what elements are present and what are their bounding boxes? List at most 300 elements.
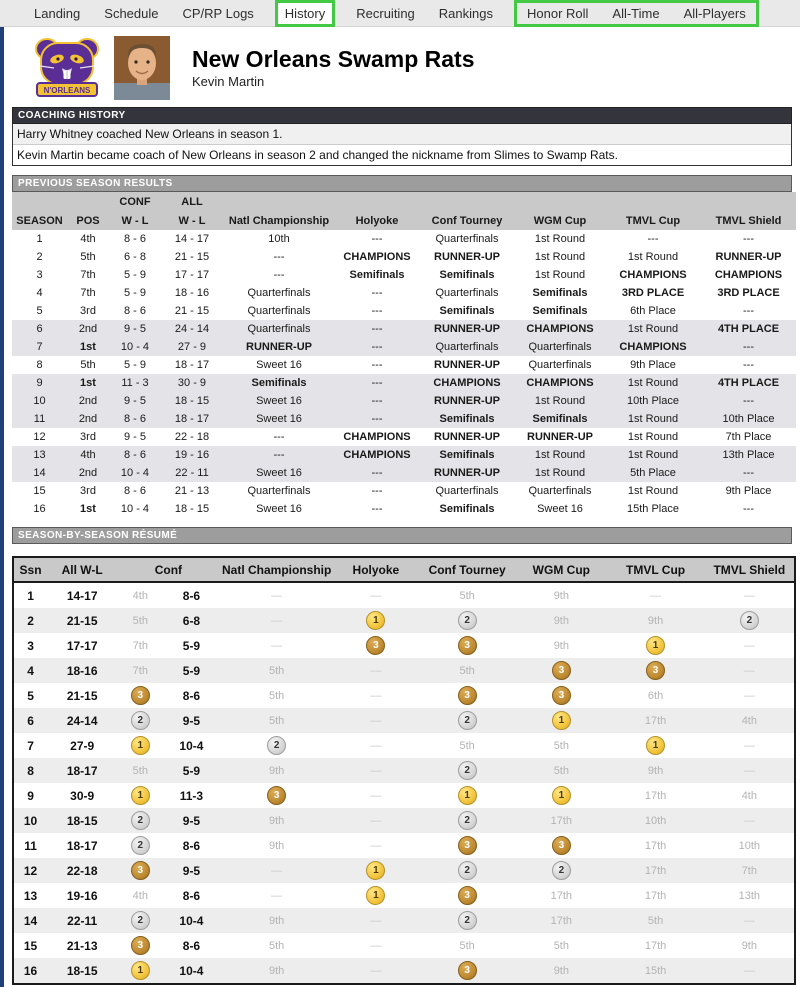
resume-cell-all-record: 21-15: [66, 688, 98, 703]
resume-cell: [418, 858, 516, 883]
resume-cell: [516, 783, 606, 808]
season-cell: 27 - 9: [161, 338, 223, 356]
season-cell: 5 - 9: [123, 269, 146, 281]
season-row: [12, 230, 796, 248]
medal-bronze-icon: 3: [131, 861, 150, 880]
season-cell: ---: [647, 233, 659, 245]
resume-row: [13, 808, 795, 833]
resume-cell: 10th: [738, 839, 761, 852]
medal-bronze-icon: 3: [458, 836, 477, 855]
season-cell: CHAMPIONS: [619, 269, 687, 281]
resume-cell-ssn: 7: [27, 738, 34, 753]
resume-cell-all-record: 27-9: [70, 738, 95, 753]
column-header: All W-L: [47, 557, 117, 582]
season-cell: 21 - 15: [174, 251, 210, 263]
coaching-history-entry: Kevin Martin became coach of New Orleans in season 2 and changed the nickname from Slimes to Swamp Rats.: [13, 145, 791, 165]
season-row: [12, 284, 796, 302]
resume-cell: —: [271, 589, 283, 602]
resume-cell: [418, 808, 516, 833]
resume-row: [13, 683, 795, 708]
medal-silver-icon: 2: [458, 711, 477, 730]
season-cell: 15th Place: [627, 503, 679, 515]
resume-cell: —: [370, 689, 382, 702]
resume-cell-conf-record: 8-6: [182, 838, 201, 853]
column-header: WGM Cup: [515, 211, 605, 230]
season-cell: Quarterfinals: [223, 320, 335, 338]
medal-gold-icon: 1: [366, 886, 385, 905]
resume-cell: [516, 858, 606, 883]
resume-cell-conf-record: 5-9: [163, 658, 219, 683]
season-cell: ---: [335, 338, 419, 356]
season-cell: 1st Round: [605, 374, 701, 392]
season-cell: ---: [371, 485, 383, 497]
season-cell: 14: [12, 464, 67, 482]
season-cell: Semifinals: [349, 269, 405, 281]
resume-cell: —: [271, 639, 283, 652]
resume-cell-ssn: 5: [27, 688, 34, 703]
resume-cell-conf-record: 6-8: [163, 608, 219, 633]
medal-silver-icon: 2: [740, 611, 759, 630]
resume-cell: 17th: [644, 839, 667, 852]
resume-cell-ssn: 3: [27, 638, 34, 653]
season-row: [12, 428, 796, 446]
season-cell: RUNNER-UP: [715, 251, 782, 263]
season-cell: 9: [12, 374, 67, 392]
resume-cell-conf-record: 8-6: [182, 938, 201, 953]
season-cell: 6: [12, 320, 67, 338]
resume-row: [13, 758, 795, 783]
resume-row: [13, 883, 795, 908]
column-header: W - L: [109, 211, 161, 230]
season-cell: Semifinals: [223, 374, 335, 392]
medal-gold-icon: 1: [131, 736, 150, 755]
resume-cell: 9th: [220, 958, 334, 984]
season-row: [12, 500, 796, 518]
resume-cell: 9th: [553, 589, 569, 602]
season-cell: 1st Round: [515, 464, 605, 482]
resume-cell: —: [705, 758, 795, 783]
resume-cell: —: [743, 689, 755, 702]
season-cell: 2nd: [67, 410, 109, 428]
resume-row: [13, 608, 795, 633]
season-cell: 1st Round: [534, 251, 586, 263]
season-cell: 18 - 15: [161, 392, 223, 410]
resume-cell-conf-pos: 7th: [117, 658, 163, 683]
season-cell: 9th Place: [630, 359, 676, 371]
resume-cell: 17th: [644, 939, 667, 952]
season-cell: ---: [701, 464, 796, 482]
season-cell: 1st: [67, 374, 109, 392]
nav-item-recruiting[interactable]: Recruiting: [356, 5, 415, 21]
resume-cell: —: [334, 808, 418, 833]
season-cell: 19 - 16: [161, 446, 223, 464]
resume-cell: 17th: [606, 708, 704, 733]
season-row: [12, 410, 796, 428]
medal-silver-icon: 2: [131, 811, 150, 830]
group-header-all: ALL: [161, 192, 223, 211]
medal-gold-icon: 1: [458, 786, 477, 805]
medal-silver-icon: 2: [458, 761, 477, 780]
season-cell: Sweet 16: [223, 410, 335, 428]
season-cell: 2nd: [67, 392, 109, 410]
season-cell: 18 - 17: [161, 410, 223, 428]
season-cell: 6 - 8: [123, 251, 146, 263]
medal-silver-icon: 2: [552, 861, 571, 880]
season-cell: ---: [371, 359, 383, 371]
resume-cell-ssn: 16: [13, 958, 47, 984]
season-cell: ---: [335, 410, 419, 428]
resume-cell: 4th: [705, 708, 795, 733]
resume-cell: 15th: [606, 958, 704, 984]
main-nav: [0, 0, 800, 27]
resume-cell: 10th: [606, 808, 704, 833]
resume-row: [13, 833, 795, 858]
season-cell: 5 - 9: [123, 359, 146, 371]
season-cell: 16: [33, 503, 46, 515]
season-cell: 3: [36, 269, 43, 281]
resume-cell: [516, 658, 606, 683]
column-header: Conf Tourney: [419, 211, 515, 230]
resume-cell-ssn: 11: [24, 838, 37, 853]
season-cell: Sweet 16: [537, 503, 583, 515]
nav-item-all-players[interactable]: All-Players: [683, 5, 746, 21]
resume-cell: 4th: [741, 789, 757, 802]
season-cell: 1st Round: [515, 446, 605, 464]
resume-cell-conf-pos: [117, 858, 163, 883]
resume-cell-conf-record: 5-9: [163, 758, 219, 783]
season-cell: Semifinals: [515, 410, 605, 428]
column-header: SEASON: [12, 211, 67, 230]
resume-row: [13, 783, 795, 808]
resume-cell: [418, 633, 516, 658]
season-cell: Sweet 16: [256, 503, 302, 515]
resume-table: [12, 556, 796, 985]
resume-cell-all-record: 24-14: [47, 708, 117, 733]
group-header-blank: [223, 192, 796, 211]
resume-cell-conf-pos: [117, 708, 163, 733]
column-header: WGM Cup: [516, 557, 606, 582]
season-row: [12, 320, 796, 338]
season-cell: ---: [273, 431, 285, 443]
resume-cell-conf-record: 9-5: [163, 708, 219, 733]
coaching-history-header: COACHING HISTORY: [12, 107, 792, 124]
column-header: TMVL Cup: [606, 557, 704, 582]
medal-silver-icon: 2: [131, 911, 150, 930]
nav-item-all-time[interactable]: All-Time: [612, 5, 660, 21]
season-cell: ---: [335, 392, 419, 410]
resume-cell: —: [370, 589, 382, 602]
column-header: TMVL Cup: [605, 211, 701, 230]
resume-cell: 17th: [550, 889, 573, 902]
season-cell: ---: [273, 251, 285, 263]
resume-cell: 5th: [553, 739, 569, 752]
resume-cell: [334, 858, 418, 883]
season-cell: ---: [743, 233, 754, 245]
season-row: [12, 464, 796, 482]
resume-cell: 17th: [606, 858, 704, 883]
season-cell: 7th: [80, 287, 96, 299]
team-logo: [34, 38, 100, 98]
season-row: [12, 446, 796, 464]
season-cell: CHAMPIONS: [343, 431, 411, 443]
season-cell: 8 - 6: [123, 305, 146, 317]
season-cell: Sweet 16: [256, 359, 302, 371]
season-cell: 1st Round: [605, 320, 701, 338]
resume-cell: [334, 633, 418, 658]
season-cell: 5 - 9: [123, 287, 146, 299]
column-header: Conf Tourney: [418, 557, 516, 582]
nav-item-honor-roll[interactable]: Honor Roll: [526, 5, 589, 21]
season-cell: CHAMPIONS: [335, 446, 419, 464]
resume-cell: 6th: [647, 689, 664, 702]
resume-header: SEASON-BY-SEASON RÉSUMÉ: [12, 527, 792, 544]
medal-bronze-icon: 3: [552, 836, 571, 855]
season-row: [12, 374, 796, 392]
resume-cell-conf-record: 5-9: [182, 638, 201, 653]
medal-silver-icon: 2: [267, 736, 286, 755]
season-cell: ---: [743, 305, 754, 317]
column-header: POS: [67, 211, 109, 230]
medal-gold-icon: 1: [131, 786, 150, 805]
resume-cell: 5th: [220, 658, 334, 683]
season-cell: 7: [12, 338, 67, 356]
season-cell: 6th Place: [630, 305, 676, 317]
resume-cell: 9th: [516, 958, 606, 984]
season-cell: 1st Round: [627, 431, 679, 443]
resume-cell: [606, 633, 704, 658]
resume-cell: 5th: [459, 739, 475, 752]
column-header: TMVL Shield: [705, 557, 795, 582]
resume-cell-all-record: 18-15: [47, 808, 117, 833]
resume-cell-conf-record: 9-5: [163, 808, 219, 833]
medal-bronze-icon: 3: [646, 661, 665, 680]
resume-cell-conf-pos: [117, 733, 163, 758]
season-cell: Sweet 16: [223, 464, 335, 482]
season-row: [12, 356, 796, 374]
nav-item-rankings[interactable]: Rankings: [438, 5, 493, 21]
season-cell: 10th Place: [701, 410, 796, 428]
resume-cell-conf-record: 8-6: [182, 588, 201, 603]
season-cell: CHAMPIONS: [515, 320, 605, 338]
season-cell: Quarterfinals: [528, 485, 592, 497]
season-cell: 8 - 6: [123, 485, 146, 497]
season-cell: 21 - 13: [174, 485, 210, 497]
resume-cell: [516, 833, 606, 858]
resume-cell: 5th: [516, 758, 606, 783]
resume-cell-all-record: 18-16: [47, 658, 117, 683]
resume-cell-ssn: 12: [13, 858, 47, 883]
season-row: [12, 266, 796, 284]
season-cell: ---: [223, 446, 335, 464]
season-cell: 9 - 5: [109, 392, 161, 410]
season-cell: 1st Round: [534, 233, 586, 245]
resume-cell: —: [334, 908, 418, 933]
season-cell: Quarterfinals: [247, 287, 311, 299]
season-cell: Semifinals: [439, 503, 495, 515]
resume-cell: —: [650, 589, 662, 602]
medal-bronze-icon: 3: [458, 961, 477, 980]
season-cell: 5th: [80, 251, 96, 263]
season-cell: ---: [371, 305, 383, 317]
medal-silver-icon: 2: [458, 811, 477, 830]
resume-cell: —: [220, 608, 334, 633]
season-cell: 13th Place: [701, 446, 796, 464]
season-cell: ---: [743, 503, 754, 515]
resume-cell: —: [705, 658, 795, 683]
resume-cell: —: [334, 958, 418, 984]
medal-gold-icon: 1: [366, 861, 385, 880]
medal-gold-icon: 1: [131, 961, 150, 980]
resume-cell: —: [370, 789, 382, 802]
resume-cell: 17th: [516, 908, 606, 933]
season-row: [12, 248, 796, 266]
season-cell: ---: [371, 233, 383, 245]
resume-cell-conf-record: 9-5: [163, 858, 219, 883]
season-row: [12, 302, 796, 320]
resume-cell-all-record: 14-17: [66, 588, 98, 603]
resume-cell: 5th: [606, 908, 704, 933]
resume-cell: 5th: [459, 589, 475, 602]
nav-highlight-group: [517, 3, 756, 24]
previous-results-header: PREVIOUS SEASON RESULTS: [12, 175, 792, 192]
nav-item-history[interactable]: History: [278, 3, 332, 24]
resume-cell-all-record: 18-15: [47, 958, 117, 984]
team-logo-text: N'ORLEANS: [43, 86, 91, 95]
resume-cell: 9th: [220, 908, 334, 933]
resume-cell-conf-pos: [117, 933, 163, 958]
resume-cell: 17th: [644, 889, 667, 902]
season-cell: RUNNER-UP: [434, 251, 500, 263]
season-cell: 10: [12, 392, 67, 410]
medal-silver-icon: 2: [458, 611, 477, 630]
resume-cell-ssn: 15: [23, 938, 38, 953]
resume-cell: 9th: [606, 758, 704, 783]
resume-cell-conf-pos: 4th: [132, 889, 148, 902]
nav-item-landing[interactable]: Landing: [34, 5, 81, 21]
resume-cell-conf-record: 10-4: [163, 958, 219, 984]
resume-cell-all-record: 30-9: [70, 788, 95, 803]
resume-cell-conf-pos: [117, 783, 163, 808]
season-cell: 1st Round: [515, 392, 605, 410]
resume-cell: [418, 833, 516, 858]
resume-cell: 9th: [741, 939, 757, 952]
resume-cell: 5th: [269, 939, 285, 952]
resume-cell: [705, 608, 795, 633]
resume-cell: [418, 908, 516, 933]
medal-bronze-icon: 3: [458, 636, 477, 655]
resume-cell: [418, 783, 516, 808]
resume-cell: 9th: [220, 758, 334, 783]
resume-cell-conf-pos: 5th: [117, 608, 163, 633]
resume-cell-conf-pos: [117, 958, 163, 984]
season-cell: 5: [36, 305, 43, 317]
season-cell: Quarterfinals: [528, 359, 592, 371]
season-cell: ---: [701, 392, 796, 410]
resume-cell: 9th: [606, 608, 704, 633]
resume-cell: —: [743, 589, 755, 602]
season-cell: CHAMPIONS: [714, 269, 783, 281]
medal-gold-icon: 1: [552, 786, 571, 805]
resume-cell: 5th: [220, 708, 334, 733]
season-cell: 4TH PLACE: [701, 320, 796, 338]
medal-gold-icon: 1: [366, 611, 385, 630]
resume-cell: [418, 608, 516, 633]
previous-results-table: [12, 192, 796, 518]
resume-cell: [334, 883, 418, 908]
nav-item-cp-rp-logs[interactable]: CP/RP Logs: [182, 5, 254, 21]
nav-item-schedule[interactable]: Schedule: [104, 5, 159, 21]
resume-cell-conf-pos: [117, 683, 163, 708]
column-header: Conf: [117, 557, 219, 582]
season-cell: 3rd: [80, 431, 96, 443]
medal-bronze-icon: 3: [131, 936, 150, 955]
resume-cell-conf-pos: 7th: [132, 639, 148, 652]
season-cell: 8 - 6: [123, 233, 146, 245]
resume-row: [13, 582, 795, 608]
season-cell: Quarterfinals: [247, 305, 311, 317]
season-cell: CHAMPIONS: [515, 374, 605, 392]
season-cell: 9 - 5: [123, 431, 146, 443]
season-cell: 18 - 17: [174, 359, 210, 371]
medal-bronze-icon: 3: [267, 786, 286, 805]
group-header-blank: [67, 192, 109, 211]
medal-bronze-icon: 3: [131, 686, 150, 705]
season-row: [12, 482, 796, 500]
season-row: [12, 338, 796, 356]
season-cell: 4TH PLACE: [701, 374, 796, 392]
season-cell: Quarterfinals: [435, 287, 499, 299]
season-cell: 10th: [268, 233, 290, 245]
resume-cell: [334, 608, 418, 633]
season-cell: ---: [371, 287, 383, 299]
resume-cell-all-record: 18-17: [66, 838, 98, 853]
season-cell: 8: [36, 359, 43, 371]
column-header: Natl Championship: [220, 557, 334, 582]
column-header: Natl Championship: [223, 211, 335, 230]
resume-cell: 17th: [516, 808, 606, 833]
resume-cell: [606, 658, 704, 683]
resume-row: [13, 733, 795, 758]
resume-row: [13, 958, 795, 984]
resume-cell: 9th: [220, 808, 334, 833]
resume-cell-ssn: 14: [13, 908, 47, 933]
season-cell: Semifinals: [532, 305, 588, 317]
season-cell: 22 - 11: [161, 464, 223, 482]
resume-cell-conf-record: 8-6: [182, 888, 201, 903]
season-cell: 3RD PLACE: [717, 287, 780, 299]
resume-cell-ssn: 8: [13, 758, 47, 783]
resume-cell: —: [334, 658, 418, 683]
resume-cell-conf-pos: [117, 908, 163, 933]
season-cell: ---: [335, 374, 419, 392]
resume-cell-ssn: 9: [27, 788, 34, 803]
season-cell: 9 - 5: [109, 320, 161, 338]
resume-cell: —: [334, 708, 418, 733]
season-cell: 5th Place: [605, 464, 701, 482]
season-cell: 15: [33, 485, 46, 497]
season-cell: RUNNER-UP: [527, 431, 593, 443]
resume-cell: —: [334, 758, 418, 783]
season-cell: 24 - 14: [161, 320, 223, 338]
resume-cell-all-record: 19-16: [66, 888, 98, 903]
season-cell: 3rd: [80, 485, 96, 497]
season-cell: 1st Round: [534, 269, 586, 281]
season-cell: 30 - 9: [161, 374, 223, 392]
resume-cell: 17th: [644, 789, 667, 802]
medal-bronze-icon: 3: [552, 686, 571, 705]
column-header: W - L: [161, 211, 223, 230]
season-cell: Quarterfinals: [419, 338, 515, 356]
